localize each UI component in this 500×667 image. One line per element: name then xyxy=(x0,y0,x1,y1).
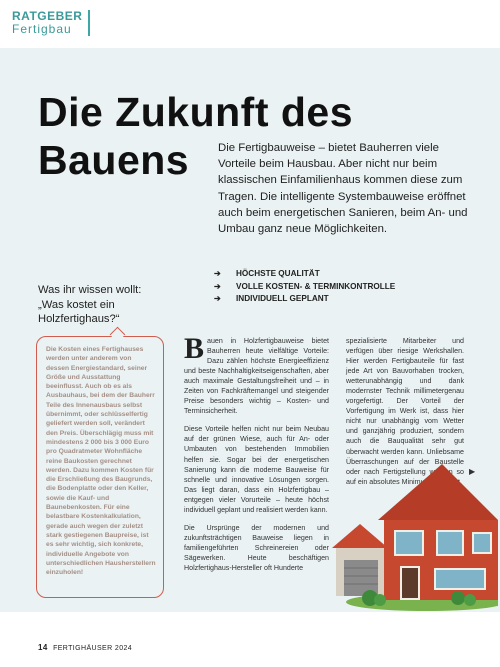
highlight-text: INDIVIDUELL GEPLANT xyxy=(236,294,329,303)
highlight-text: HÖCHSTE QUALITÄT xyxy=(236,269,320,278)
continue-arrow-icon: ▶ xyxy=(469,467,476,476)
reader-question xyxy=(38,283,188,327)
arrow-right-icon: ➔ xyxy=(214,294,221,303)
question-line-1: Was ihr wissen wollt: xyxy=(38,284,142,296)
arrow-right-icon: ➔ xyxy=(214,281,221,291)
article-intro: Die Fertigbauweise – bietet Bauherren viele Vorteile beim Hausbau. Aber nicht nur beim klassischen Einfamilienhaus kommen diese zum Tragen. Die intelligente Systembauweise eröffnet auch beim energetischen Sanieren, beim An- und Umbau ganz neue Möglichkeiten. xyxy=(218,142,468,236)
house-illustration xyxy=(330,462,498,612)
top-bar xyxy=(0,0,500,48)
body-paragraph xyxy=(184,332,329,416)
title-line-2: Bauens xyxy=(38,137,190,183)
body-paragraph: spezialisierte Mitarbeiter und verfügen über riesige Werkshallen. Hier werden Fertigbauteile für fast jede Art von Bauvorhaben trocken, wetterunabhängig und dank modernster Technik millimetergenau vorgefertigt. Der Vorteil der Vorfertigung im Werk ist, dass hier nicht nur unabhängig vom Wetter und ganzjährig produziert, sondern auch die Bauqualität sehr gut überwacht werden kann. Unliebsame Überraschungen auf der Baustelle oder nach Fertigstellung werden so auf ein absolutes Minimum reduziert, xyxy=(346,337,464,486)
subsection-label: Fertigbau xyxy=(12,22,72,36)
highlights-list xyxy=(214,268,395,306)
title-line-1: Die Zukunft des xyxy=(38,89,354,135)
question-line-2: „Was kostet ein Holzfertighaus?“ xyxy=(38,298,120,325)
highlight-item xyxy=(214,281,395,294)
highlight-item xyxy=(214,293,395,306)
highlight-item xyxy=(214,268,395,281)
answer-text: Die Kosten eines Fertighauses werden unter anderem von dessen Energiestandard, seiner Größe und Ausstattung beeinflusst. Auch ob es als Ausbauhaus, bei dem der Bauherr Teile des Innenausbaus selbst übernimmt, oder schlüsselfertig geliefert werden soll, verändert den Preis. Überschlägig muss mit mindestens 2 000 bis 3 000 Euro pro Quadratmeter Wohnfläche reine Baukosten gerechnet werden. Dazu kommen Kosten für die Erschließung des Baugrunds, die Bodenplatte oder den Keller, sowie die Kauf- und Baunebenkosten. Für eine belastbare Kostenkalkulation, gerade auch wegen der zuletzt stark gestiegenen Baupreise, ist es sehr wichtig, sich konkrete, individuelle Angebote von unterschiedlichen Hausherstellern einzuholen! xyxy=(46,346,156,577)
drop-cap: B xyxy=(184,332,205,365)
page-footer xyxy=(38,643,132,652)
body-column-1 xyxy=(184,332,329,581)
page-number: 14 xyxy=(38,643,48,652)
section-kicker xyxy=(12,10,90,36)
body-paragraph: Diese Vorteile helfen nicht nur beim Neubau auf der grünen Wiese, auch für An- oder Umbauten von bestehenden Immobilien helfen sie. Sogar bei der energetischen Sanierung kann die moderne Bauweise für schnelle und innovative Lösungen sorgen. Das liegt daran, dass ein Holzfertigbau – entgegen vieler Vorurteile – heute höchst individuell geplant und realisiert werden kann. xyxy=(184,425,329,514)
body-paragraph: Die Ursprünge der modernen und zukunftsträchtigen Bauweise liegen in familiengeführten Schreinereien oder Sägewerken. Heute beschäftigen Holzfertighaus-Hersteller oft Hunderte xyxy=(184,523,329,572)
answer-speech-bubble xyxy=(36,336,164,598)
paragraph-text: auen in Holzfertigbauweise bietet Bauherren heute vielfältige Vorteile: Dazu zählen höchste Energieeffizienz und beste Nachhaltigkeitseigenschaften, aber auch maximale Gestaltungsfreiheit und – in Zeiten von Fachkräftemangel und steigender Preise besonders wichtig – Kosten- und Terminsicherheit. xyxy=(184,337,329,416)
highlight-text: VOLLE KOSTEN- & TERMINKONTROLLE xyxy=(236,281,396,291)
arrow-right-icon: ➔ xyxy=(214,269,221,278)
section-label: RATGEBER xyxy=(12,9,83,23)
publication-name: FERTIGHÄUSER 2024 xyxy=(53,645,133,652)
